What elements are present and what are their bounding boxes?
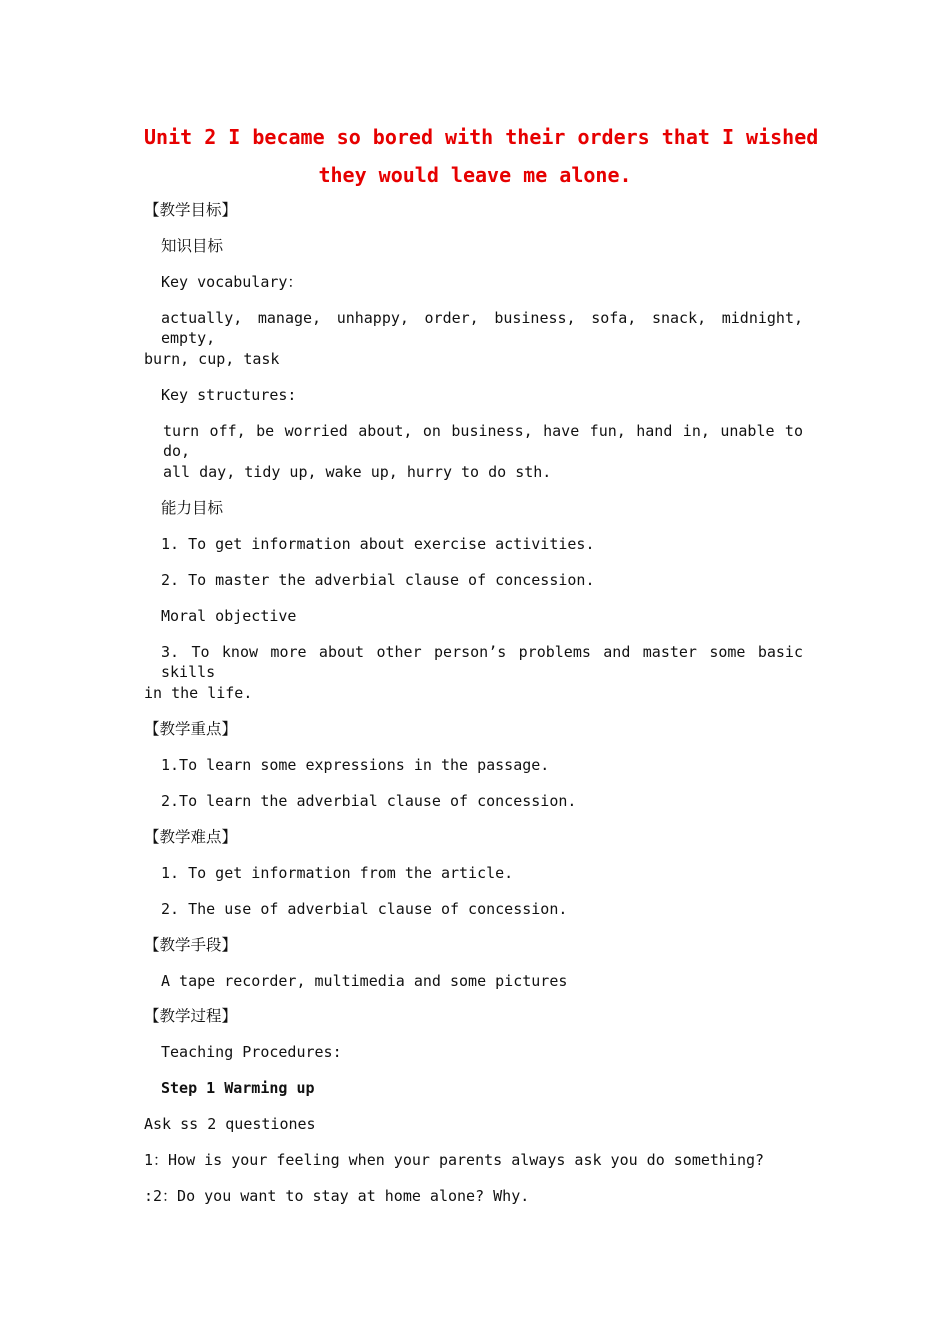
question-2: :2：Do you want to stay at home alone? Why.	[144, 1187, 530, 1205]
ask-questions: Ask ss 2 questiones	[144, 1115, 316, 1133]
vocab-label: Key vocabulary：	[161, 273, 303, 291]
title-line-1: Unit 2 I became so bored with their orders that I wished	[144, 125, 819, 149]
key-point-1: 1.To learn some expressions in the passage.	[161, 756, 550, 774]
ability-heading: 能力目标	[161, 499, 224, 517]
vocab-line-1: actually, manage, unhappy, order, business, sofa, snack, midnight, empty,	[161, 309, 803, 347]
structures-line-2: all day, tidy up, wake up, hurry to do sth.	[163, 463, 552, 481]
knowledge-heading: 知识目标	[161, 237, 224, 255]
difficult-points-heading: 【教学难点】	[144, 828, 238, 846]
moral-heading: Moral objective	[161, 607, 297, 625]
ability-item-2: 2. To master the adverbial clause of concession.	[161, 571, 595, 589]
difficult-point-1: 1. To get information from the article.	[161, 864, 514, 882]
step-1-heading: Step 1 Warming up	[161, 1079, 315, 1097]
title-line-2: they would leave me alone.	[318, 163, 632, 187]
question-1: 1：How is your feeling when your parents always ask you do something?	[144, 1151, 765, 1169]
objectives-heading: 【教学目标】	[144, 201, 238, 219]
key-point-2: 2.To learn the adverbial clause of concession.	[161, 792, 577, 810]
difficult-point-2: 2. The use of adverbial clause of concession.	[161, 900, 568, 918]
means-text: A tape recorder, multimedia and some pictures	[161, 972, 568, 990]
moral-line-2: in the life.	[144, 684, 253, 702]
ability-item-1: 1. To get information about exercise activities.	[161, 535, 595, 553]
key-points-heading: 【教学重点】	[144, 720, 238, 738]
structures-line-1: turn off, be worried about, on business, have fun, hand in, unable to do,	[163, 422, 803, 460]
process-heading: 【教学过程】	[144, 1007, 238, 1025]
structures-label: Key structures:	[161, 386, 297, 404]
means-heading: 【教学手段】	[144, 936, 238, 954]
vocab-line-2: burn, cup, task	[144, 350, 280, 368]
moral-line-1: 3. To know more about other person’s problems and master some basic skills	[161, 643, 803, 681]
teaching-procedures: Teaching Procedures:	[161, 1043, 342, 1061]
document-title	[144, 118, 819, 194]
